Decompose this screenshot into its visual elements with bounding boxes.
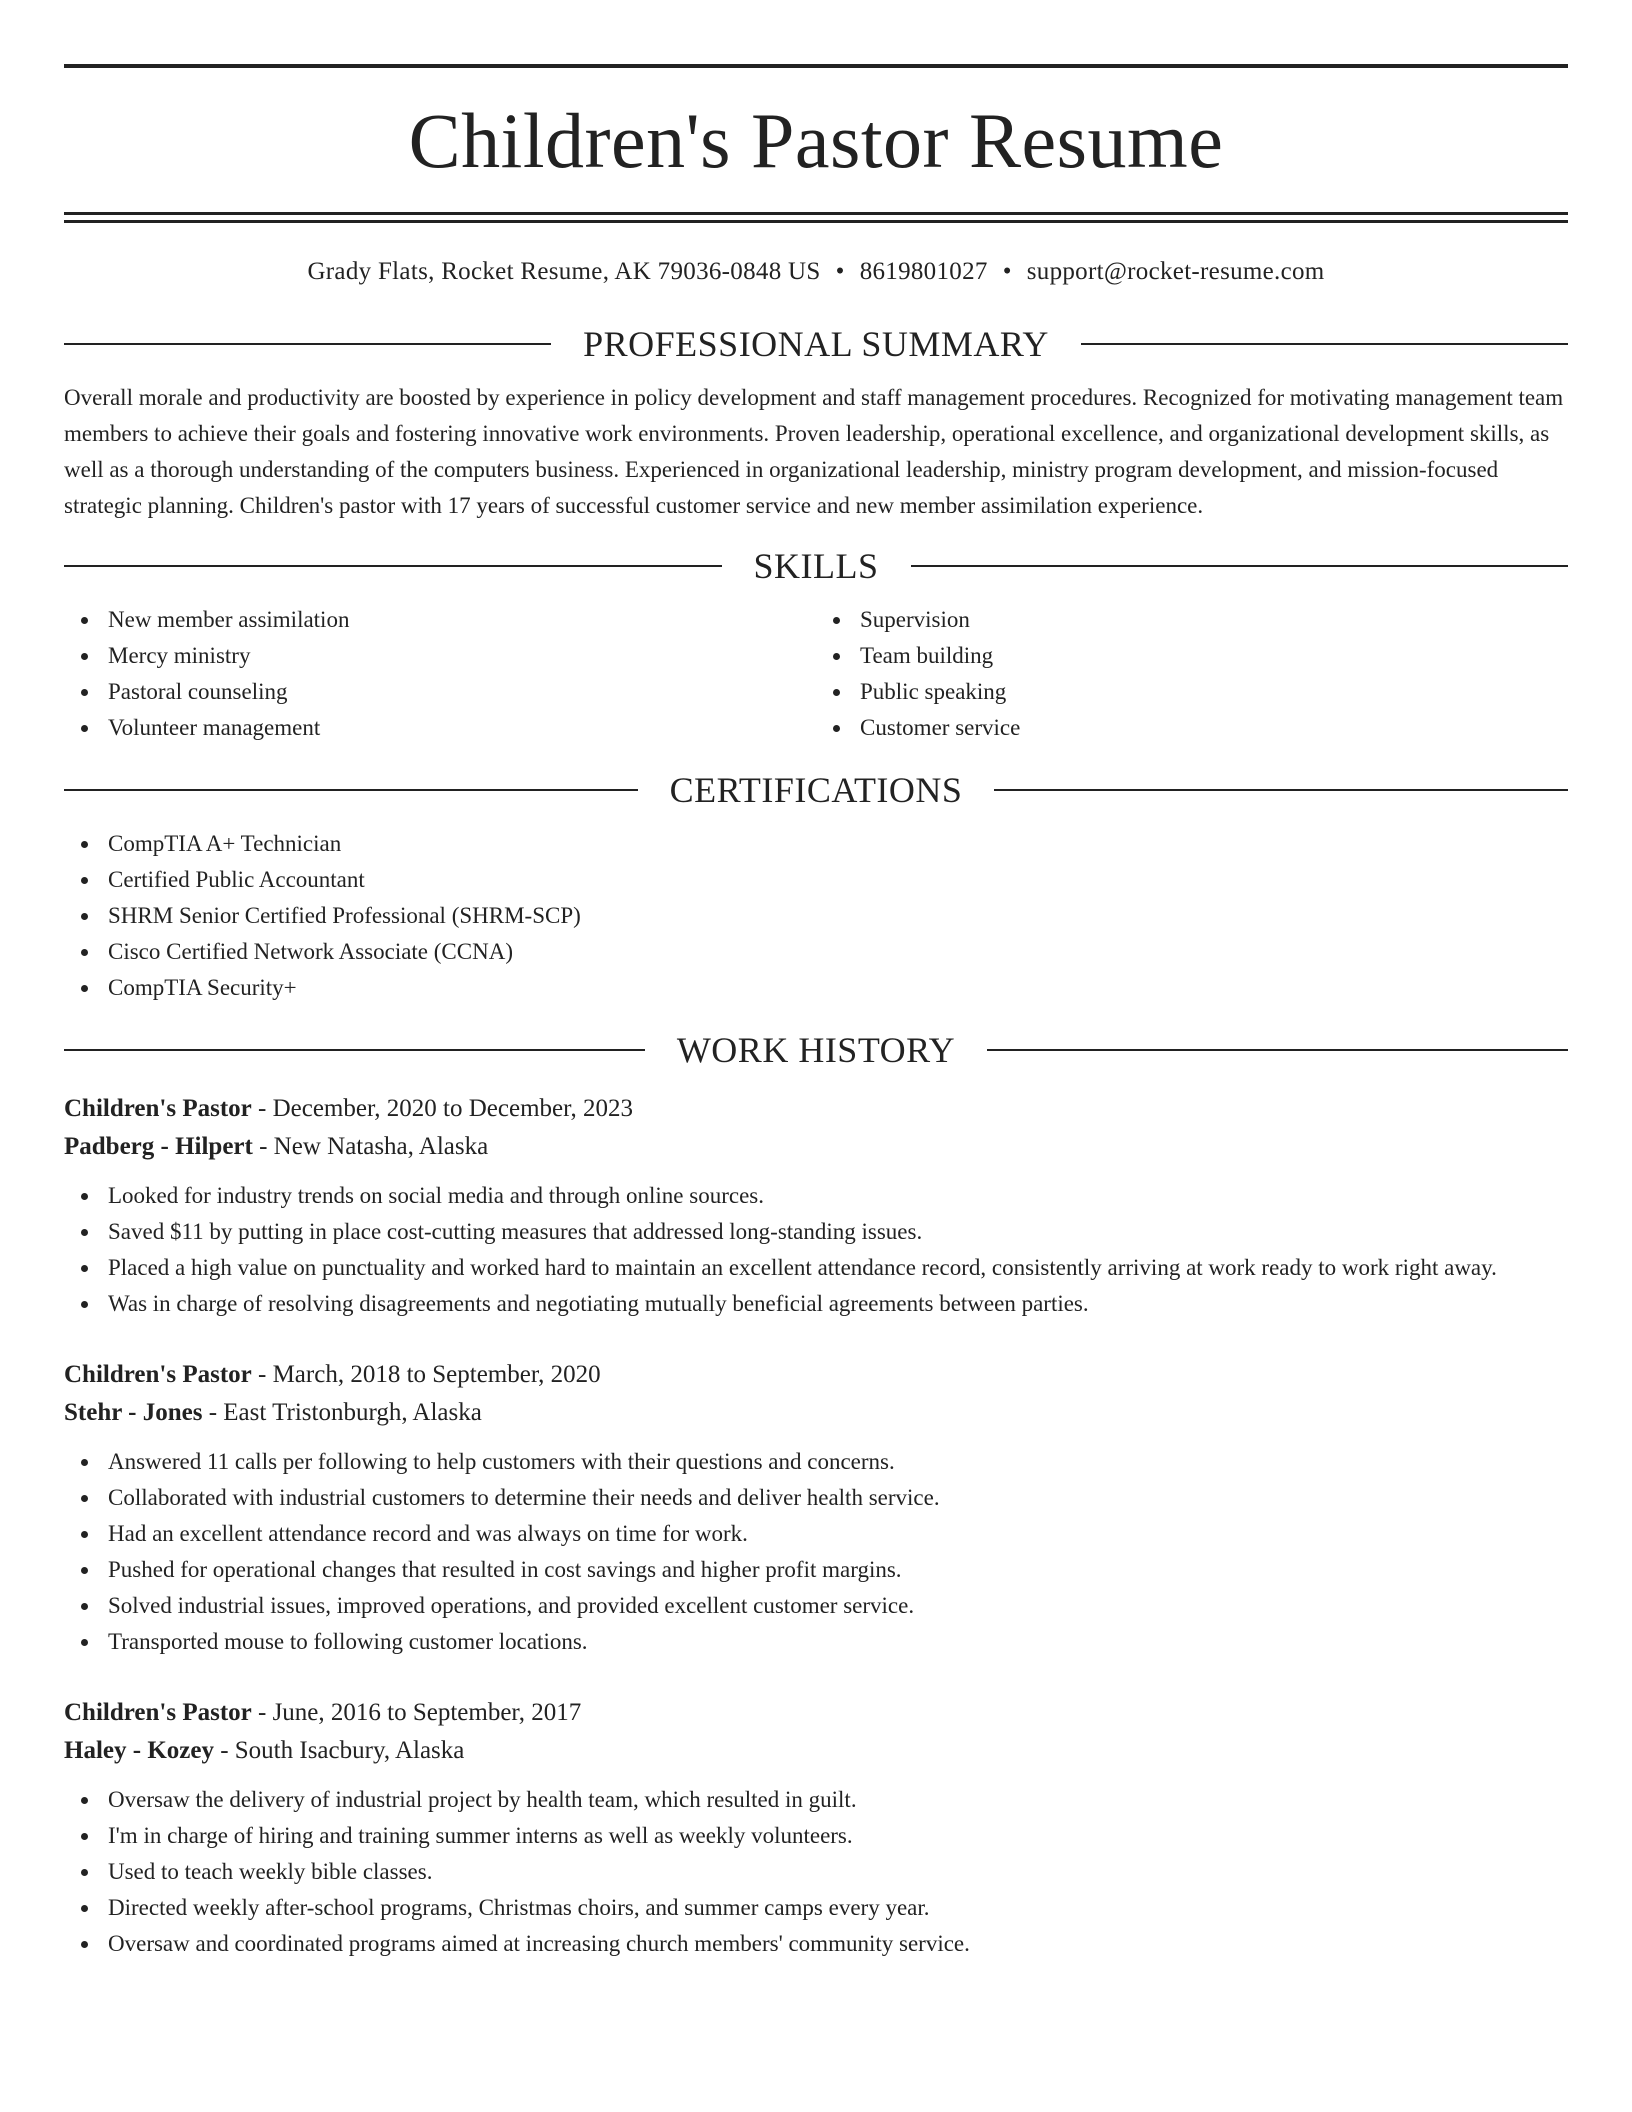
job-bullet: Transported mouse to following customer locations. bbox=[108, 1624, 1568, 1660]
job-dates: - June, 2016 to September, 2017 bbox=[251, 1699, 582, 1726]
certification-item: Certified Public Accountant bbox=[108, 862, 1568, 898]
job-bullet: Placed a high value on punctuality and worked hard to maintain an excellent attendance record, consistently arriving at work ready to work right away. bbox=[108, 1250, 1568, 1286]
skill-item: Mercy ministry bbox=[108, 638, 816, 674]
job-bullet: I'm in charge of hiring and training summer interns as well as weekly volunteers. bbox=[108, 1818, 1568, 1854]
job-bullet: Directed weekly after-school programs, Christmas choirs, and summer camps every year. bbox=[108, 1890, 1568, 1926]
section-header-skills bbox=[64, 544, 1568, 588]
summary-paragraph: Overall morale and productivity are boosted by experience in policy development and staff management procedures. Recognized for motivating management team members to achieve their goals and fostering innovative work environments. Proven leadership, operational excellence, and organizational development skills, as well as a thorough understanding of the computers business. Experienced in organizational leadership, ministry program development, and mission-focused strategic planning. Children's pastor with 17 years of successful customer service and new member assimilation experience. bbox=[64, 385, 1564, 518]
section-rule-left bbox=[64, 565, 722, 567]
section-title-work-history: WORK HISTORY bbox=[676, 1030, 956, 1070]
certifications-list bbox=[64, 826, 1568, 1006]
job-entry bbox=[64, 1694, 1568, 1962]
section-rule-left bbox=[64, 343, 551, 345]
title-double-rule bbox=[64, 212, 1568, 223]
section-title-skills: SKILLS bbox=[753, 546, 879, 586]
top-rule bbox=[64, 64, 1568, 68]
job-entry bbox=[64, 1090, 1568, 1322]
skill-item: Public speaking bbox=[860, 674, 1568, 710]
job-title-line bbox=[64, 1694, 1568, 1732]
job-location: - East Tristonburgh, Alaska bbox=[202, 1399, 482, 1426]
job-role: Children's Pastor bbox=[64, 1095, 252, 1122]
skills-columns bbox=[64, 602, 1568, 746]
job-bullet: Oversaw the delivery of industrial project by health team, which resulted in guilt. bbox=[108, 1782, 1568, 1818]
job-bullet: Oversaw and coordinated programs aimed at increasing church members' community service. bbox=[108, 1926, 1568, 1962]
skill-item: New member assimilation bbox=[108, 602, 816, 638]
contact-address: Grady Flats, Rocket Resume, AK 79036-0848 US bbox=[307, 258, 821, 285]
job-title-line bbox=[64, 1356, 1568, 1394]
job-bullet: Used to teach weekly bible classes. bbox=[108, 1854, 1568, 1890]
section-title-certifications: CERTIFICATIONS bbox=[669, 770, 963, 810]
job-title-line bbox=[64, 1090, 1568, 1128]
certification-item: CompTIA A+ Technician bbox=[108, 826, 1568, 862]
job-bullet: Was in charge of resolving disagreements and negotiating mutually beneficial agreements between parties. bbox=[108, 1286, 1568, 1322]
job-dates: - March, 2018 to September, 2020 bbox=[251, 1361, 601, 1388]
section-title-summary: PROFESSIONAL SUMMARY bbox=[583, 324, 1049, 364]
certification-item: SHRM Senior Certified Professional (SHRM-SCP) bbox=[108, 898, 1568, 934]
job-company-line bbox=[64, 1128, 1568, 1166]
job-bullet: Collaborated with industrial customers to determine their needs and deliver health service. bbox=[108, 1480, 1568, 1516]
section-header-work-history bbox=[64, 1028, 1568, 1072]
job-bullet: Pushed for operational changes that resulted in cost savings and higher profit margins. bbox=[108, 1552, 1568, 1588]
job-entry bbox=[64, 1356, 1568, 1660]
job-role: Children's Pastor bbox=[64, 1699, 252, 1726]
section-header-summary bbox=[64, 322, 1568, 366]
job-company-line bbox=[64, 1394, 1568, 1432]
skill-item: Supervision bbox=[860, 602, 1568, 638]
job-bullet: Had an excellent attendance record and was always on time for work. bbox=[108, 1516, 1568, 1552]
skill-item: Volunteer management bbox=[108, 710, 816, 746]
job-location: - South Isacbury, Alaska bbox=[213, 1737, 465, 1764]
contact-line bbox=[64, 258, 1568, 286]
job-bullets bbox=[64, 1444, 1568, 1660]
job-bullet: Saved $11 by putting in place cost-cutting measures that addressed long-standing issues. bbox=[108, 1214, 1568, 1250]
section-rule-right bbox=[994, 789, 1568, 791]
section-rule-right bbox=[1081, 343, 1568, 345]
skills-list-right bbox=[816, 602, 1568, 746]
job-company: Haley - Kozey bbox=[64, 1737, 214, 1764]
job-bullets bbox=[64, 1178, 1568, 1322]
certification-item: CompTIA Security+ bbox=[108, 970, 1568, 1006]
job-bullets bbox=[64, 1782, 1568, 1962]
contact-phone: 8619801027 bbox=[859, 258, 988, 285]
section-rule-left bbox=[64, 789, 638, 791]
section-rule-right bbox=[911, 565, 1569, 567]
contact-email: support@rocket-resume.com bbox=[1026, 258, 1325, 285]
job-bullet: Solved industrial issues, improved operations, and provided excellent customer service. bbox=[108, 1588, 1568, 1624]
job-location: - New Natasha, Alaska bbox=[252, 1133, 489, 1160]
job-role: Children's Pastor bbox=[64, 1361, 252, 1388]
contact-separator: • bbox=[835, 258, 845, 285]
skill-item: Pastoral counseling bbox=[108, 674, 816, 710]
job-company: Padberg - Hilpert bbox=[64, 1133, 253, 1160]
resume-title: Children's Pastor Resume bbox=[408, 97, 1224, 184]
skills-list-left bbox=[64, 602, 816, 746]
job-company-line bbox=[64, 1732, 1568, 1770]
job-bullet: Answered 11 calls per following to help customers with their questions and concerns. bbox=[108, 1444, 1568, 1480]
job-company: Stehr - Jones bbox=[64, 1399, 203, 1426]
section-header-certifications bbox=[64, 768, 1568, 812]
skill-item: Team building bbox=[860, 638, 1568, 674]
section-rule-left bbox=[64, 1049, 645, 1051]
certification-item: Cisco Certified Network Associate (CCNA) bbox=[108, 934, 1568, 970]
job-bullet: Looked for industry trends on social media and through online sources. bbox=[108, 1178, 1568, 1214]
job-dates: - December, 2020 to December, 2023 bbox=[251, 1095, 633, 1122]
skill-item: Customer service bbox=[860, 710, 1568, 746]
contact-separator: • bbox=[1002, 258, 1012, 285]
section-rule-right bbox=[987, 1049, 1568, 1051]
